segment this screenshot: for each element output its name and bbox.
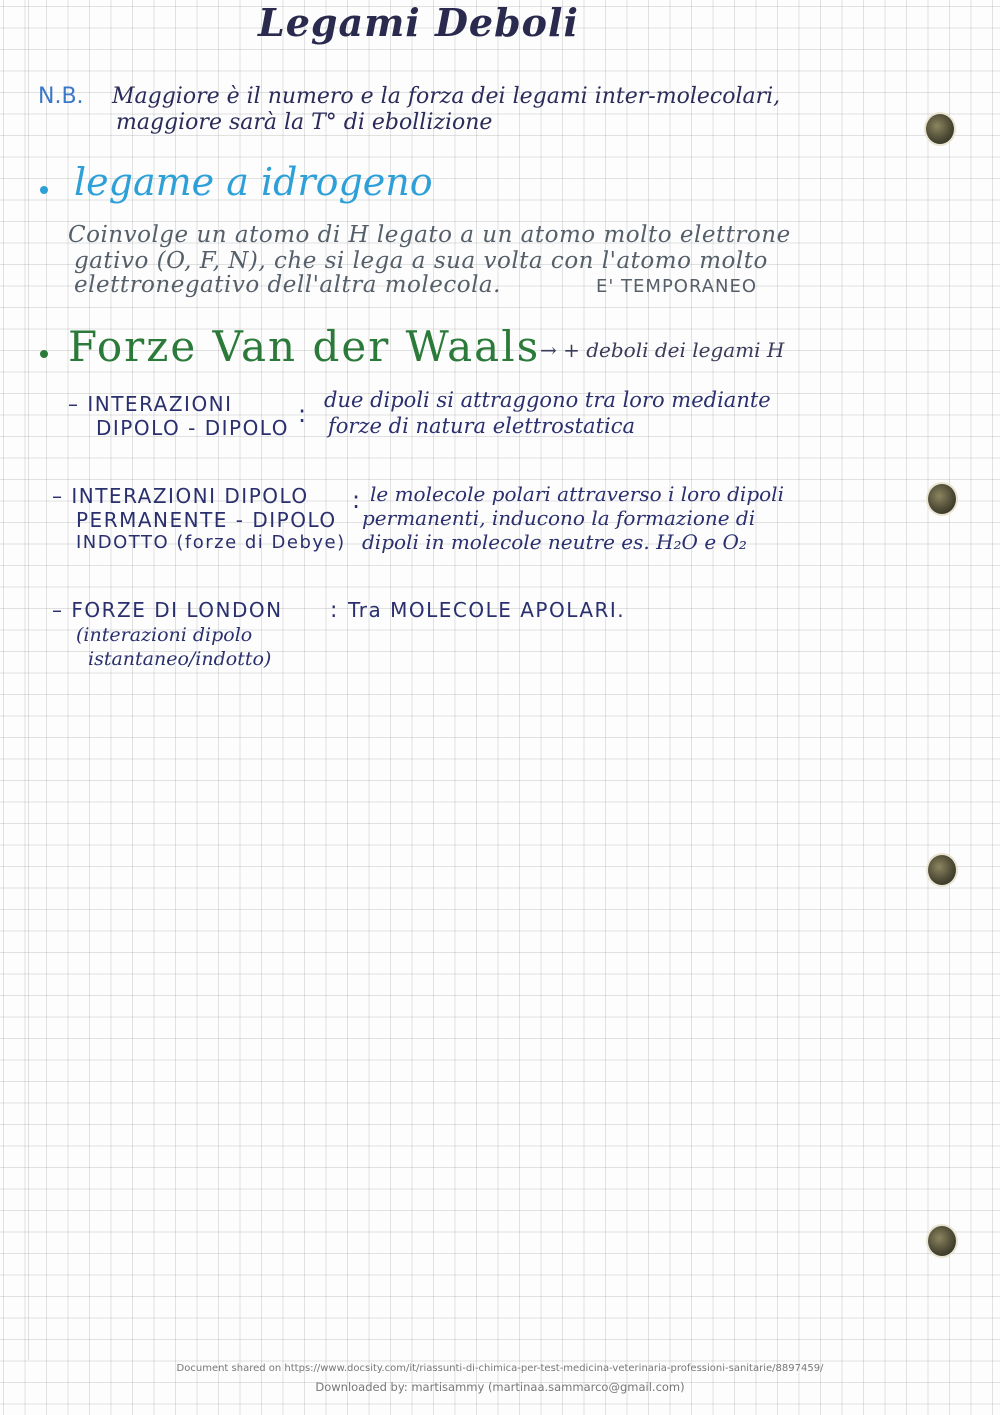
london-desc-1: Tra MOLECOLE APOLARI. — [348, 598, 626, 622]
london-sub-2: istantaneo/indotto) — [88, 648, 272, 670]
footer-shared-url: Document shared on https://www.docsity.com/it/riassunti-di-chimica-per-test-medicina-veterinaria-professioni-sanitarie/8897459/ — [176, 1363, 824, 1374]
debye-term-1: – INTERAZIONI DIPOLO — [52, 484, 309, 508]
bullet-van-der-waals — [40, 350, 48, 358]
dipole-dipole-term-1: – INTERAZIONI — [68, 392, 233, 416]
debye-colon: : — [352, 486, 362, 514]
binder-hole — [928, 1226, 956, 1256]
hydrogen-bond-line-2: gativo (O, F, N), che si lega a sua volta con l'atomo molto — [74, 248, 768, 274]
van-der-waals-heading: Forze Van der Waals — [68, 322, 541, 371]
hydrogen-bond-line-1: Coinvolge un atomo di H legato a un atomo molto elettrone — [68, 222, 791, 248]
nb-line-2: maggiore sarà la T° di ebollizione — [116, 110, 493, 135]
margin-line — [28, 0, 29, 1360]
debye-desc-1: le molecole polari attraverso i loro dipoli — [370, 482, 784, 506]
nb-line-1: Maggiore è il numero e la forza dei legami inter-molecolari, — [112, 84, 781, 109]
dipole-dipole-desc-2: forze di natura elettrostatica — [328, 414, 636, 438]
dipole-dipole-colon: : — [298, 400, 308, 428]
dipole-dipole-term-2: DIPOLO - DIPOLO — [96, 416, 289, 440]
binder-hole — [928, 484, 956, 514]
nb-label: N.B. — [38, 84, 84, 109]
debye-term-2: PERMANENTE - DIPOLO — [76, 508, 337, 532]
binder-hole — [926, 114, 954, 144]
debye-term-3: INDOTTO (forze di Debye) — [76, 532, 346, 553]
london-colon: : — [330, 598, 339, 623]
hydrogen-bond-line-3: elettronegativo dell'altra molecola. — [74, 272, 501, 298]
debye-desc-2: permanenti, inducono la formazione di — [362, 506, 756, 530]
hydrogen-bond-heading: legame a idrogeno — [74, 160, 433, 204]
london-sub-1: (interazioni dipolo — [76, 624, 253, 646]
temporary-note: E' TEMPORANEO — [596, 276, 758, 297]
london-term-1: – FORZE DI LONDON — [52, 598, 283, 622]
van-der-waals-note: → + deboli dei legami H — [540, 338, 785, 362]
bullet-hydrogen — [40, 186, 48, 194]
page-title: Legami Deboli — [258, 0, 579, 45]
binder-hole — [928, 855, 956, 885]
debye-desc-3: dipoli in molecole neutre es. H₂O e O₂ — [362, 530, 747, 554]
footer-downloaded-by: Downloaded by: martisammy (martinaa.sammarco@gmail.com) — [315, 1380, 685, 1394]
dipole-dipole-desc-1: due dipoli si attraggono tra loro mediante — [324, 388, 771, 412]
